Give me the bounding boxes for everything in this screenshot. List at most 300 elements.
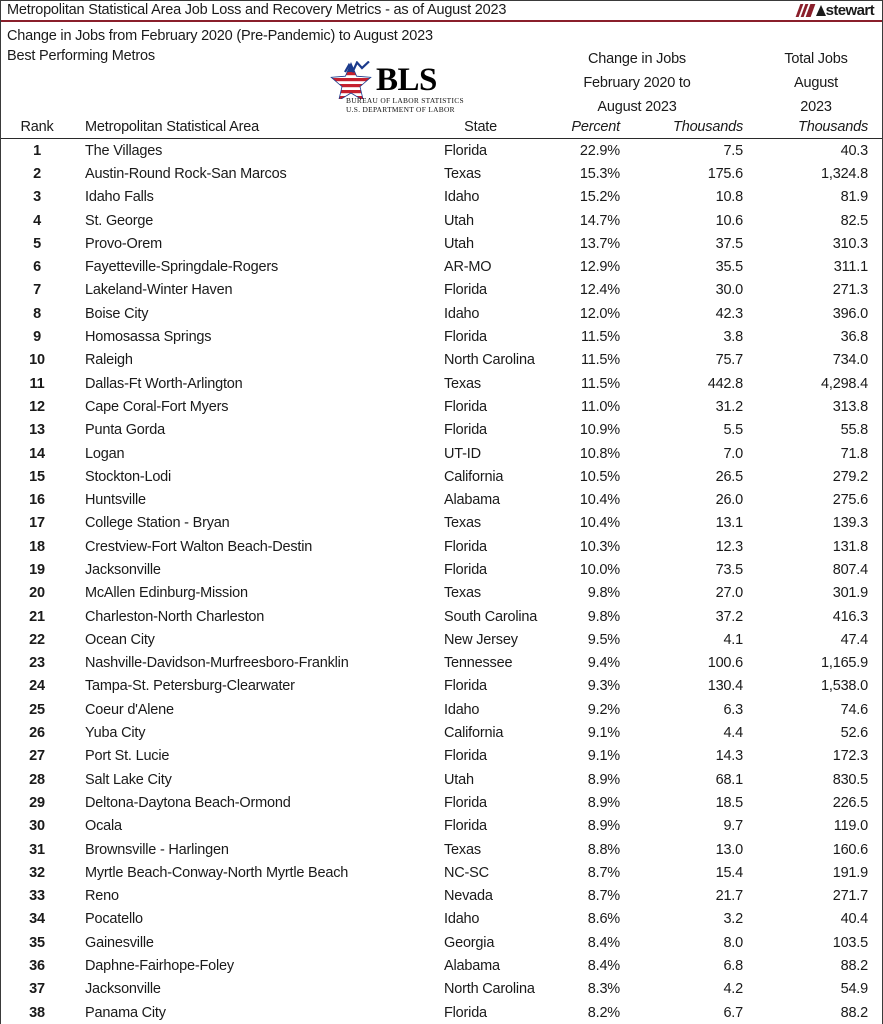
table-row (1, 419, 882, 442)
cell-total: 191.9 (832, 864, 868, 881)
cell-msa: Daphne-Fairhope-Foley (85, 958, 234, 975)
cell-percent: 11.0% (580, 398, 620, 415)
cell-percent: 15.2% (579, 189, 620, 206)
cell-total: 172.3 (832, 748, 868, 765)
cell-state: Florida (444, 1004, 487, 1021)
cell-percent: 10.0% (579, 561, 620, 578)
cell-rank: 7 (33, 282, 41, 299)
cell-state: Texas (444, 165, 481, 182)
cell-percent: 8.4% (587, 958, 620, 975)
column-header-total-thousands: Thousands (757, 119, 882, 139)
group-total-line-2: August (794, 75, 838, 91)
cell-total: 47.4 (840, 631, 868, 648)
cell-state: California (444, 725, 504, 742)
cell-total: 279.2 (832, 468, 868, 485)
cell-percent: 10.3% (579, 538, 620, 555)
cell-percent: 14.7% (579, 212, 620, 229)
column-header-change-thousands: Thousands (634, 119, 757, 139)
cell-msa: Panama City (85, 1004, 166, 1021)
bls-subtitle-line-1: BUREAU OF LABOR STATISTICS (346, 96, 464, 105)
cell-state: Utah (444, 212, 474, 229)
cell-msa: Huntsville (85, 492, 146, 509)
cell-change: 68.1 (715, 771, 743, 788)
cell-percent: 9.8% (587, 608, 620, 625)
cell-total: 74.6 (840, 701, 868, 718)
cell-percent: 9.5% (587, 631, 620, 648)
cell-change: 42.3 (715, 305, 743, 322)
cell-msa: Pocatello (85, 911, 143, 928)
cell-state: Utah (444, 771, 474, 788)
cell-change: 4.4 (723, 725, 743, 742)
cell-total: 88.2 (840, 1004, 868, 1021)
cell-msa: St. George (85, 212, 154, 229)
cell-change: 37.5 (715, 235, 743, 252)
cell-percent: 15.3% (579, 165, 620, 182)
table-row (1, 931, 882, 954)
group-header-change-in-jobs (521, 47, 753, 119)
cell-state: South Carolina (444, 608, 538, 625)
cell-rank: 25 (29, 701, 45, 718)
table-row (1, 721, 882, 744)
cell-rank: 17 (29, 515, 45, 532)
table-row (1, 954, 882, 977)
cell-total: 275.6 (832, 492, 868, 509)
subtitle-line-1: Change in Jobs from February 2020 (Pre-Pandemic) to August 2023 (7, 28, 433, 44)
cell-msa: Lakeland-Winter Haven (85, 282, 233, 299)
cell-total: 311.1 (833, 259, 868, 276)
table-row (1, 628, 882, 651)
cell-msa: Myrtle Beach-Conway-North Myrtle Beach (85, 864, 349, 881)
cell-state: North Carolina (444, 981, 535, 998)
table-row (1, 139, 882, 163)
cell-total: 416.3 (832, 608, 868, 625)
table-row (1, 698, 882, 721)
cell-change: 31.2 (715, 398, 743, 415)
cell-change: 10.6 (715, 212, 743, 229)
cell-change: 7.0 (723, 445, 743, 462)
table-row (1, 186, 882, 209)
cell-change: 130.4 (707, 678, 743, 695)
table-row (1, 605, 882, 628)
cell-state: Florida (444, 538, 487, 555)
cell-total: 40.4 (840, 911, 868, 928)
cell-total: 396.0 (832, 305, 868, 322)
cell-msa: Brownsville - Harlingen (85, 841, 229, 858)
cell-state: Idaho (444, 911, 480, 928)
cell-percent: 10.9% (579, 422, 620, 439)
cell-rank: 4 (33, 212, 41, 229)
stewart-slashes-icon (798, 4, 816, 17)
cell-change: 8.0 (723, 934, 743, 951)
table-row (1, 908, 882, 931)
cell-change: 12.3 (715, 538, 743, 555)
cell-total: 830.5 (832, 771, 868, 788)
table-row (1, 675, 882, 698)
table-header (1, 119, 882, 139)
table-row (1, 815, 882, 838)
table-row (1, 838, 882, 861)
cell-rank: 27 (29, 748, 45, 765)
cell-change: 175.6 (707, 165, 743, 182)
cell-msa: Nashville-Davidson-Murfreesboro-Franklin (85, 655, 349, 672)
cell-percent: 8.9% (587, 771, 620, 788)
cell-total: 807.4 (832, 561, 868, 578)
cell-percent: 10.4% (579, 515, 620, 532)
metro-jobs-table (1, 119, 882, 1024)
cell-total: 4,298.4 (821, 375, 868, 392)
cell-change: 4.2 (723, 981, 743, 998)
cell-msa: Homosassa Springs (85, 329, 212, 346)
page-title: Metropolitan Statistical Area Job Loss and Recovery Metrics - as of August 2023 (7, 2, 507, 19)
table-body (1, 139, 882, 1024)
cell-total: 1,165.9 (821, 655, 868, 672)
cell-msa: Reno (85, 888, 119, 905)
cell-total: 301.9 (832, 585, 868, 602)
table-row (1, 885, 882, 908)
group-change-line-2: February 2020 to (583, 75, 691, 91)
cell-msa: Punta Gorda (85, 422, 166, 439)
table-row (1, 279, 882, 302)
cell-change: 100.6 (707, 655, 743, 672)
cell-state: Florida (444, 748, 487, 765)
cell-change: 30.0 (715, 282, 743, 299)
cell-rank: 28 (29, 771, 45, 788)
cell-percent: 8.3% (587, 981, 620, 998)
cell-msa: Ocala (85, 818, 122, 835)
table-row (1, 395, 882, 418)
table-row (1, 791, 882, 814)
cell-percent: 9.2% (587, 701, 620, 718)
cell-change: 3.2 (723, 911, 743, 928)
cell-change: 6.7 (723, 1004, 743, 1021)
cell-state: AR-MO (444, 259, 492, 276)
cell-percent: 9.8% (587, 585, 620, 602)
cell-change: 13.0 (715, 841, 743, 858)
cell-state: Florida (444, 142, 487, 159)
cell-percent: 10.8% (579, 445, 620, 462)
cell-rank: 20 (29, 585, 45, 602)
stewart-logo (798, 2, 880, 20)
table-row (1, 162, 882, 185)
cell-state: Texas (444, 841, 481, 858)
cell-state: Alabama (444, 492, 500, 509)
group-change-line-3: August 2023 (597, 99, 677, 115)
cell-msa: Idaho Falls (85, 189, 154, 206)
cell-state: New Jersey (444, 631, 518, 648)
table-row (1, 209, 882, 232)
cell-state: Tennessee (444, 655, 513, 672)
cell-state: Florida (444, 794, 487, 811)
cell-state: Nevada (444, 888, 493, 905)
cell-rank: 14 (29, 445, 45, 462)
cell-change: 18.5 (715, 794, 743, 811)
bls-letters: BLS (376, 61, 437, 98)
cell-rank: 1 (33, 142, 41, 159)
subtitle-block (7, 26, 433, 66)
table-row (1, 325, 882, 348)
table-row (1, 768, 882, 791)
cell-state: NC-SC (444, 864, 489, 881)
cell-rank: 11 (29, 375, 45, 392)
cell-total: 310.3 (832, 235, 868, 252)
cell-state: Idaho (444, 305, 480, 322)
cell-msa: Stockton-Lodi (85, 468, 172, 485)
table-row (1, 558, 882, 581)
cell-msa: Jacksonville (85, 561, 161, 578)
cell-msa: Logan (85, 445, 125, 462)
cell-percent: 12.9% (579, 259, 620, 276)
cell-percent: 11.5% (580, 329, 620, 346)
cell-rank: 9 (33, 329, 41, 346)
cell-change: 14.3 (715, 748, 743, 765)
cell-state: California (444, 468, 504, 485)
cell-msa: Port St. Lucie (85, 748, 170, 765)
cell-msa: College Station - Bryan (85, 515, 230, 532)
cell-percent: 8.2% (587, 1004, 620, 1021)
cell-msa: Deltona-Daytona Beach-Ormond (85, 794, 291, 811)
cell-rank: 16 (29, 492, 45, 509)
cell-total: 82.5 (840, 212, 868, 229)
cell-rank: 34 (29, 911, 45, 928)
cell-total: 54.9 (840, 981, 868, 998)
bls-logo-top (328, 61, 454, 99)
cell-rank: 29 (29, 794, 45, 811)
table-row (1, 1001, 882, 1024)
cell-msa: Crestview-Fort Walton Beach-Destin (85, 538, 313, 555)
cell-rank: 37 (29, 981, 45, 998)
cell-change: 27.0 (715, 585, 743, 602)
table-row (1, 535, 882, 558)
cell-rank: 8 (33, 305, 41, 322)
cell-change: 13.1 (715, 515, 743, 532)
table-row (1, 652, 882, 675)
cell-change: 7.5 (723, 142, 743, 159)
cell-change: 37.2 (715, 608, 743, 625)
cell-total: 226.5 (832, 794, 868, 811)
cell-change: 73.5 (715, 561, 743, 578)
cell-percent: 8.9% (587, 794, 620, 811)
cell-rank: 15 (29, 468, 45, 485)
cell-change: 6.3 (723, 701, 743, 718)
cell-total: 71.8 (840, 445, 868, 462)
cell-rank: 26 (29, 725, 45, 742)
bls-star-icon (328, 61, 374, 99)
cell-total: 131.8 (832, 538, 868, 555)
cell-msa: Boise City (85, 305, 149, 322)
cell-state: North Carolina (444, 352, 535, 369)
bls-subtitle (346, 96, 464, 114)
group-header-total-jobs (761, 47, 871, 119)
table-row (1, 302, 882, 325)
cell-percent: 11.5% (580, 375, 620, 392)
table-row (1, 349, 882, 372)
cell-msa: Yuba City (85, 725, 146, 742)
cell-rank: 36 (29, 958, 45, 975)
cell-total: 1,324.8 (821, 165, 868, 182)
cell-total: 734.0 (832, 352, 868, 369)
cell-rank: 10 (29, 352, 45, 369)
cell-rank: 19 (29, 561, 45, 578)
cell-total: 160.6 (832, 841, 868, 858)
table-header-row (1, 119, 882, 139)
cell-percent: 22.9% (579, 142, 620, 159)
cell-state: Alabama (444, 958, 500, 975)
column-header-msa: Metropolitan Statistical Area (73, 119, 419, 139)
cell-state: UT-ID (444, 445, 481, 462)
cell-state: Florida (444, 561, 487, 578)
table-row (1, 512, 882, 535)
cell-state: Florida (444, 422, 487, 439)
table-row (1, 488, 882, 511)
cell-state: Florida (444, 818, 487, 835)
stewart-wordmark: stewart (825, 2, 874, 19)
cell-change: 75.7 (715, 352, 743, 369)
cell-rank: 23 (29, 655, 45, 672)
cell-msa: Gainesville (85, 934, 154, 951)
cell-msa: Raleigh (85, 352, 133, 369)
table-row (1, 232, 882, 255)
cell-msa: Provo-Orem (85, 235, 162, 252)
cell-percent: 8.7% (587, 888, 620, 905)
cell-rank: 30 (29, 818, 45, 835)
cell-state: Florida (444, 678, 487, 695)
cell-rank: 6 (33, 259, 41, 276)
cell-msa: McAllen Edinburg-Mission (85, 585, 248, 602)
cell-msa: Jacksonville (85, 981, 161, 998)
cell-total: 271.7 (832, 888, 868, 905)
cell-msa: Tampa-St. Petersburg-Clearwater (85, 678, 295, 695)
cell-percent: 9.3% (587, 678, 620, 695)
stewart-caret-icon (816, 5, 826, 16)
cell-change: 4.1 (723, 631, 743, 648)
cell-percent: 8.9% (587, 818, 620, 835)
cell-total: 1,538.0 (821, 678, 868, 695)
column-header-state: State (419, 119, 509, 139)
cell-total: 88.2 (840, 958, 868, 975)
cell-rank: 2 (33, 165, 41, 182)
subtitle-line-2: Best Performing Metros (7, 48, 155, 64)
cell-total: 52.6 (840, 725, 868, 742)
table-row (1, 255, 882, 278)
title-bar (1, 1, 882, 22)
cell-rank: 3 (33, 189, 41, 206)
cell-change: 3.8 (723, 329, 743, 346)
cell-total: 36.8 (840, 329, 868, 346)
cell-state: Texas (444, 585, 481, 602)
cell-change: 21.7 (715, 888, 743, 905)
bls-logo (328, 61, 464, 117)
cell-msa: Coeur d'Alene (85, 701, 174, 718)
cell-change: 35.5 (715, 259, 743, 276)
cell-state: Texas (444, 515, 481, 532)
table-row (1, 861, 882, 884)
table-row (1, 582, 882, 605)
cell-rank: 31 (29, 841, 45, 858)
cell-percent: 8.6% (587, 911, 620, 928)
cell-rank: 22 (29, 631, 45, 648)
cell-state: Florida (444, 329, 487, 346)
cell-total: 55.8 (840, 422, 868, 439)
group-change-line-1: Change in Jobs (588, 51, 686, 67)
cell-change: 9.7 (723, 818, 743, 835)
cell-change: 15.4 (715, 864, 743, 881)
cell-state: Idaho (444, 701, 480, 718)
cell-rank: 33 (29, 888, 45, 905)
cell-msa: Austin-Round Rock-San Marcos (85, 165, 287, 182)
cell-percent: 13.7% (579, 235, 620, 252)
table-row (1, 442, 882, 465)
cell-rank: 18 (29, 538, 45, 555)
cell-total: 313.8 (832, 398, 868, 415)
bls-subtitle-line-2: U.S. DEPARTMENT OF LABOR (346, 104, 455, 114)
cell-msa: Dallas-Ft Worth-Arlington (85, 375, 243, 392)
cell-change: 26.0 (715, 492, 743, 509)
table-row (1, 465, 882, 488)
cell-state: Florida (444, 282, 487, 299)
table-row (1, 372, 882, 395)
cell-rank: 21 (29, 608, 45, 625)
cell-msa: Cape Coral-Fort Myers (85, 398, 229, 415)
cell-total: 271.3 (832, 282, 868, 299)
cell-percent: 9.1% (587, 725, 620, 742)
group-total-line-3: 2023 (800, 99, 832, 115)
cell-percent: 8.7% (587, 864, 620, 881)
cell-msa: Fayetteville-Springdale-Rogers (85, 259, 279, 276)
cell-state: Utah (444, 235, 474, 252)
cell-percent: 8.8% (587, 841, 620, 858)
cell-msa: The Villages (85, 142, 163, 159)
cell-rank: 24 (29, 678, 45, 695)
column-header-percent: Percent (509, 119, 634, 139)
cell-change: 442.8 (707, 375, 743, 392)
cell-msa: Salt Lake City (85, 771, 172, 788)
cell-msa: Charleston-North Charleston (85, 608, 265, 625)
group-total-line-1: Total Jobs (784, 51, 848, 67)
table-row (1, 978, 882, 1001)
cell-rank: 38 (29, 1004, 45, 1021)
cell-state: Idaho (444, 189, 480, 206)
cell-percent: 10.4% (579, 492, 620, 509)
cell-rank: 12 (29, 398, 45, 415)
cell-rank: 32 (29, 864, 45, 881)
table-row (1, 745, 882, 768)
cell-total: 81.9 (840, 189, 868, 206)
cell-change: 26.5 (715, 468, 743, 485)
cell-percent: 8.4% (587, 934, 620, 951)
cell-rank: 5 (33, 235, 41, 252)
cell-percent: 9.1% (587, 748, 620, 765)
cell-total: 119.0 (833, 818, 868, 835)
cell-total: 139.3 (832, 515, 868, 532)
cell-change: 6.8 (723, 958, 743, 975)
cell-rank: 35 (29, 934, 45, 951)
cell-state: Texas (444, 375, 481, 392)
cell-state: Georgia (444, 934, 495, 951)
cell-percent: 10.5% (579, 468, 620, 485)
column-header-rank: Rank (1, 119, 73, 139)
cell-rank: 13 (29, 422, 45, 439)
cell-change: 10.8 (715, 189, 743, 206)
cell-percent: 11.5% (580, 352, 620, 369)
cell-msa: Ocean City (85, 631, 155, 648)
cell-percent: 12.4% (579, 282, 620, 299)
cell-total: 103.5 (832, 934, 868, 951)
cell-total: 40.3 (840, 142, 868, 159)
cell-state: Florida (444, 398, 487, 415)
cell-percent: 9.4% (587, 655, 620, 672)
cell-change: 5.5 (723, 422, 743, 439)
cell-percent: 12.0% (579, 305, 620, 322)
